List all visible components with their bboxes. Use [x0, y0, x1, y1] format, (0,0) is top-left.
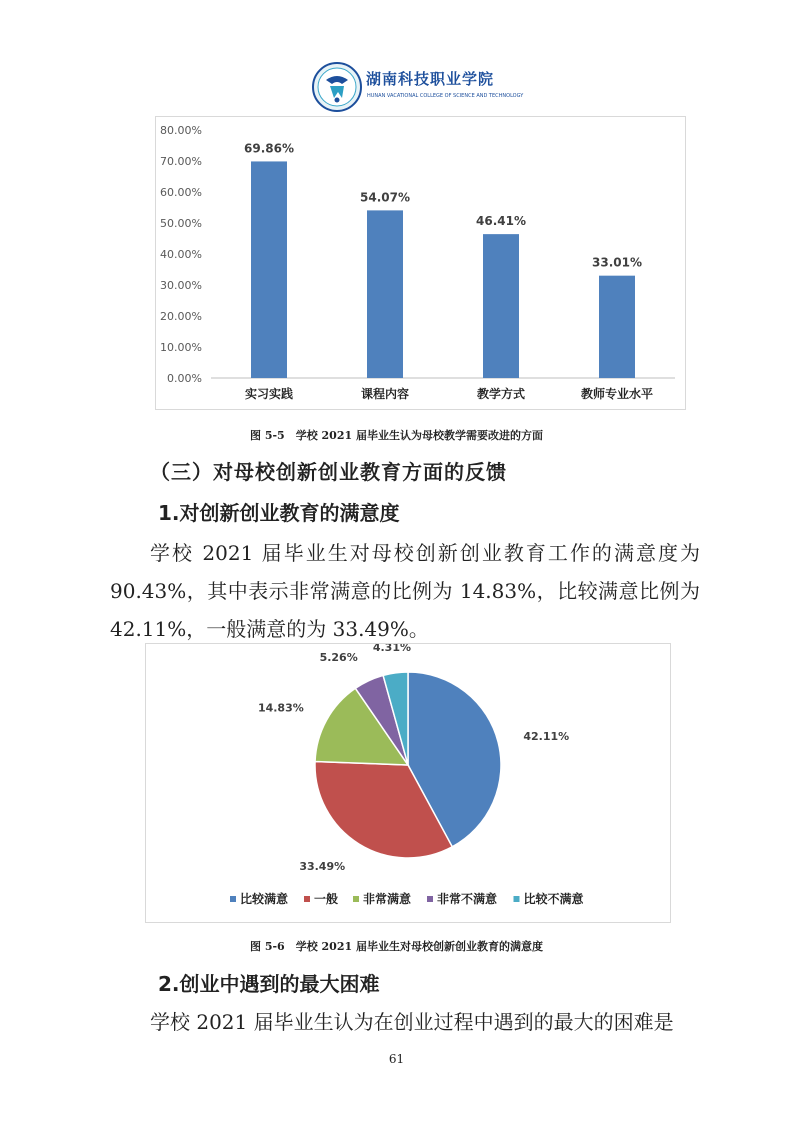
pie-value-label: 33.49% [299, 860, 346, 874]
figure-5-5-caption: 图 5-5 学校 2021 届毕业生认为母校教学需要改进的方面 [250, 429, 543, 442]
legend-label: 比较不满意 [523, 892, 584, 906]
subsection-heading-2: 2.创业中遇到的最大困难 [158, 972, 380, 996]
legend-marker [230, 896, 236, 902]
y-tick-label: 40.00% [160, 248, 202, 261]
legend-marker [427, 896, 433, 902]
section-heading: （三）对母校创新创业教育方面的反馈 [150, 460, 507, 484]
school-emblem-icon [312, 62, 362, 112]
legend-marker [304, 896, 310, 902]
y-tick-label: 60.00% [160, 186, 202, 199]
y-tick-label: 80.00% [160, 124, 202, 137]
y-tick-label: 20.00% [160, 310, 202, 323]
legend-label: 非常满意 [363, 892, 412, 906]
subsection-heading-1: 1.对创新创业教育的满意度 [158, 501, 400, 525]
page-number: 61 [388, 1052, 405, 1066]
y-tick-label: 0.00% [167, 372, 202, 385]
bar [367, 210, 403, 378]
legend-marker [514, 896, 520, 902]
legend-label: 非常不满意 [437, 892, 498, 906]
legend-label: 一般 [314, 892, 339, 906]
bar-value-label: 33.01% [592, 255, 642, 270]
bar [251, 161, 287, 378]
school-name-cn: 湖南科技职业学院 [366, 70, 495, 88]
legend-label: 比较满意 [240, 892, 289, 906]
pie-value-label: 14.83% [257, 701, 304, 715]
pie-legend [230, 891, 584, 906]
paragraph-line: 42.11%，一般满意的为 33.49%。 [110, 617, 429, 641]
x-category-label: 实习实践 [244, 387, 294, 401]
bar-value-label: 54.07% [360, 190, 410, 205]
paragraph-line: 学校 2021 届毕业生对母校创新创业教育工作的满意度为 [150, 541, 700, 565]
pie-value-label: 4.31% [372, 644, 412, 655]
pie-chart-frame [145, 643, 671, 923]
y-tick-label: 70.00% [160, 155, 202, 168]
school-name-en: HUNAN VACATIONAL COLLEGE OF SCIENCE AND TECHNOLOGY [367, 93, 524, 99]
pie-chart [146, 644, 670, 922]
x-category-label: 课程内容 [360, 387, 410, 401]
y-tick-label: 10.00% [160, 341, 202, 354]
bar-chart [156, 117, 685, 409]
bar-value-label: 69.86% [244, 141, 294, 156]
bar-value-label: 46.41% [476, 214, 526, 229]
pie-value-label: 42.11% [523, 729, 570, 743]
legend-marker [353, 896, 359, 902]
paragraph-difficulty [110, 1003, 700, 1041]
figure-5-6-caption: 图 5-6 学校 2021 届毕业生对母校创新创业教育的满意度 [250, 940, 543, 953]
school-logo [312, 62, 524, 114]
pie-value-label: 5.26% [319, 651, 358, 665]
paragraph-line: 90.43%，其中表示非常满意的比例为 14.83%，比较满意比例为 [110, 579, 700, 603]
bar [599, 276, 635, 378]
bar-chart-frame [155, 116, 686, 410]
y-tick-label: 30.00% [160, 279, 202, 292]
x-category-label: 教师专业水平 [580, 387, 654, 401]
x-category-label: 教学方式 [476, 387, 526, 401]
y-tick-label: 50.00% [160, 217, 202, 230]
paragraph-satisfaction [110, 534, 700, 648]
bar [483, 234, 519, 378]
paragraph-line: 学校 2021 届毕业生认为在创业过程中遇到的最大的困难是 [150, 1010, 674, 1034]
